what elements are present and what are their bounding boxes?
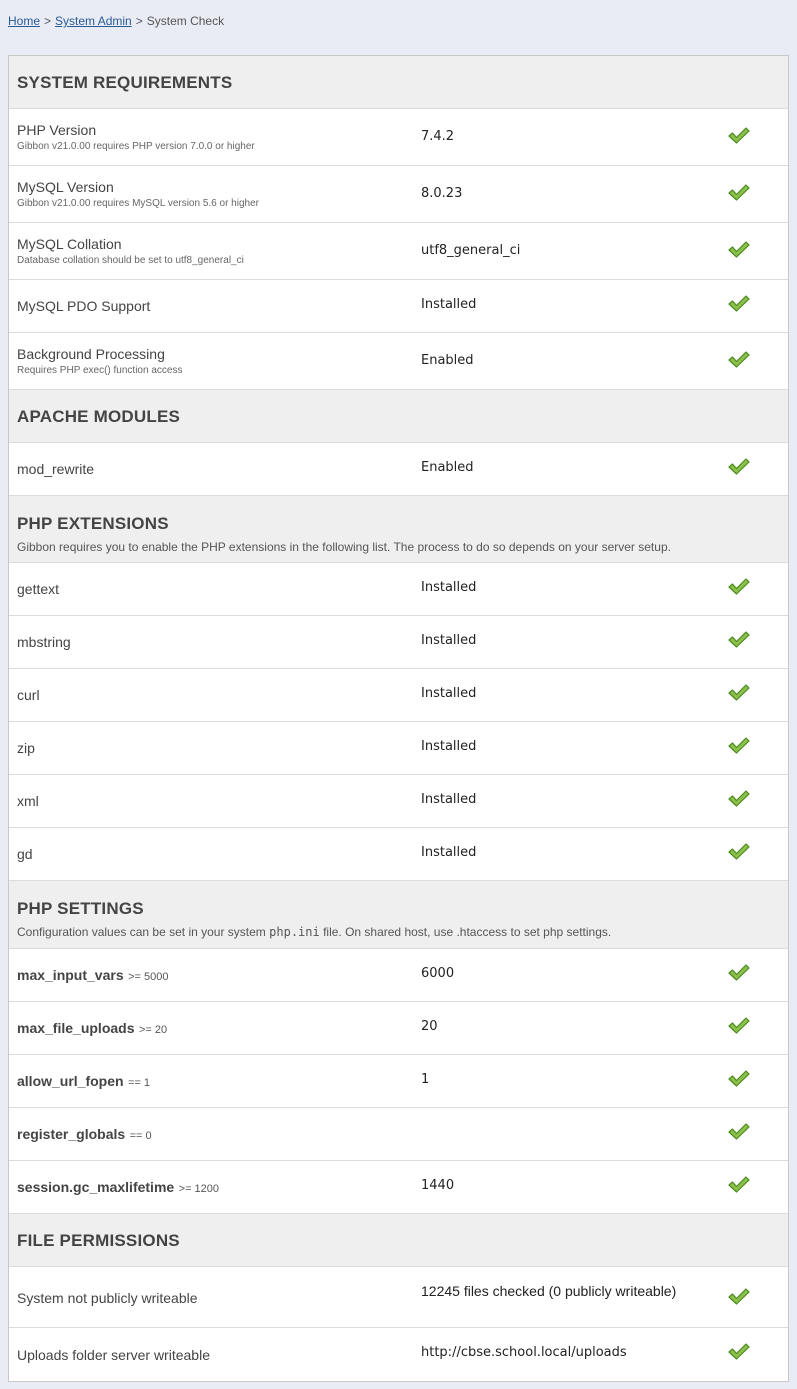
row-value: 1440 — [421, 1178, 455, 1193]
section-title: SYSTEM REQUIREMENTS — [17, 73, 233, 92]
row-requirement: >= 20 — [138, 1024, 168, 1036]
table-row — [9, 166, 788, 223]
check-icon — [728, 1343, 750, 1361]
row-requirement: >= 5000 — [128, 971, 169, 983]
breadcrumb-current: System Check — [146, 14, 225, 28]
section-description: Configuration values can be set in your system php.ini file. On shared host, use .htaccess to set php settings. — [17, 925, 612, 939]
check-icon — [728, 843, 750, 861]
row-label: max_input_vars — [17, 967, 124, 983]
check-icon — [728, 241, 750, 259]
row-description: Gibbon v21.0.00 requires PHP version 7.0.0 or higher — [17, 141, 255, 152]
table-row — [9, 616, 788, 669]
check-icon — [728, 631, 750, 649]
table-row — [9, 563, 788, 616]
breadcrumb-separator: > — [44, 14, 52, 28]
check-icon — [728, 1288, 750, 1306]
system-check-panel — [8, 55, 789, 1382]
row-label: gettext — [17, 581, 60, 597]
row-value: Enabled — [421, 460, 474, 475]
row-label: System not publicly writeable — [17, 1290, 198, 1306]
row-label: Background Processing — [17, 346, 165, 362]
check-icon — [728, 737, 750, 755]
row-requirement: >= 1200 — [178, 1183, 220, 1195]
row-value: http://cbse.school.local/uploads — [421, 1345, 627, 1360]
row-value: 12245 files checked (0 publicly writeable) — [421, 1283, 677, 1299]
check-icon — [728, 684, 750, 702]
check-icon — [728, 184, 750, 202]
row-value: Installed — [421, 792, 477, 807]
table-row — [9, 949, 788, 1002]
row-value: 8.0.23 — [421, 186, 463, 201]
row-value: Installed — [421, 633, 477, 648]
check-icon — [728, 1123, 750, 1141]
check-icon — [728, 1017, 750, 1035]
row-label: MySQL Version — [17, 179, 114, 195]
row-label: register_globals — [17, 1126, 126, 1142]
row-description: Database collation should be set to utf8_general_ci — [17, 255, 244, 266]
section-description: Gibbon requires you to enable the PHP extensions in the following list. The process to do so depends on your server setup. — [17, 540, 671, 554]
row-label: zip — [17, 740, 35, 756]
table-row — [9, 669, 788, 722]
section-php-settings — [9, 881, 788, 949]
table-row — [9, 1108, 788, 1161]
section-title: PHP EXTENSIONS — [17, 514, 169, 533]
table-row — [9, 223, 788, 280]
row-description: Requires PHP exec() function access — [17, 365, 183, 376]
check-icon — [728, 964, 750, 982]
row-label: gd — [17, 846, 33, 862]
row-value: Installed — [421, 686, 477, 701]
row-label: mbstring — [17, 634, 71, 650]
breadcrumb-separator: > — [135, 14, 143, 28]
section-file-permissions — [9, 1214, 788, 1267]
section-apache-modules — [9, 390, 788, 443]
row-value: Installed — [421, 845, 477, 860]
section-system-requirements — [9, 56, 788, 109]
table-row — [9, 109, 788, 166]
table-row — [9, 1002, 788, 1055]
row-requirement: == 1 — [128, 1077, 151, 1089]
row-label: curl — [17, 687, 40, 703]
breadcrumb-system-admin-link[interactable]: System Admin — [55, 14, 132, 28]
row-label: Uploads folder server writeable — [17, 1347, 210, 1363]
table-row — [9, 280, 788, 333]
row-value: utf8_general_ci — [421, 243, 521, 258]
check-icon — [728, 351, 750, 369]
row-value: 1 — [421, 1072, 430, 1087]
row-label: mod_rewrite — [17, 461, 95, 477]
section-title: APACHE MODULES — [17, 407, 181, 426]
row-label: max_file_uploads — [17, 1020, 135, 1036]
row-label: session.gc_maxlifetime — [17, 1179, 175, 1195]
section-title: PHP SETTINGS — [17, 899, 144, 918]
check-icon — [728, 458, 750, 476]
row-label: allow_url_fopen — [17, 1073, 124, 1089]
row-value: 20 — [421, 1019, 438, 1034]
row-description: Gibbon v21.0.00 requires MySQL version 5.6 or higher — [17, 198, 259, 209]
table-row — [9, 828, 788, 881]
row-value: 7.4.2 — [421, 129, 455, 144]
breadcrumb-home-link[interactable]: Home — [8, 14, 41, 28]
row-value: 6000 — [421, 966, 455, 981]
breadcrumb — [8, 14, 224, 28]
php-ini-code: php.ini — [269, 925, 320, 939]
table-row — [9, 722, 788, 775]
table-row — [9, 1055, 788, 1108]
table-row — [9, 1161, 788, 1214]
table-row — [9, 1328, 788, 1381]
row-value: Installed — [421, 739, 477, 754]
row-label: PHP Version — [17, 122, 97, 138]
check-icon — [728, 295, 750, 313]
table-row — [9, 1267, 788, 1328]
check-icon — [728, 1176, 750, 1194]
row-label: MySQL PDO Support — [17, 298, 151, 314]
row-requirement: == 0 — [129, 1130, 152, 1142]
check-icon — [728, 1070, 750, 1088]
table-row — [9, 443, 788, 496]
check-icon — [728, 790, 750, 808]
check-icon — [728, 578, 750, 596]
row-value: Enabled — [421, 353, 474, 368]
check-icon — [728, 127, 750, 145]
row-label: MySQL Collation — [17, 236, 122, 252]
row-value: Installed — [421, 297, 477, 312]
table-row — [9, 333, 788, 390]
section-title: FILE PERMISSIONS — [17, 1231, 180, 1250]
section-php-extensions — [9, 496, 788, 563]
row-label: xml — [17, 793, 39, 809]
row-value: Installed — [421, 580, 477, 595]
table-row — [9, 775, 788, 828]
